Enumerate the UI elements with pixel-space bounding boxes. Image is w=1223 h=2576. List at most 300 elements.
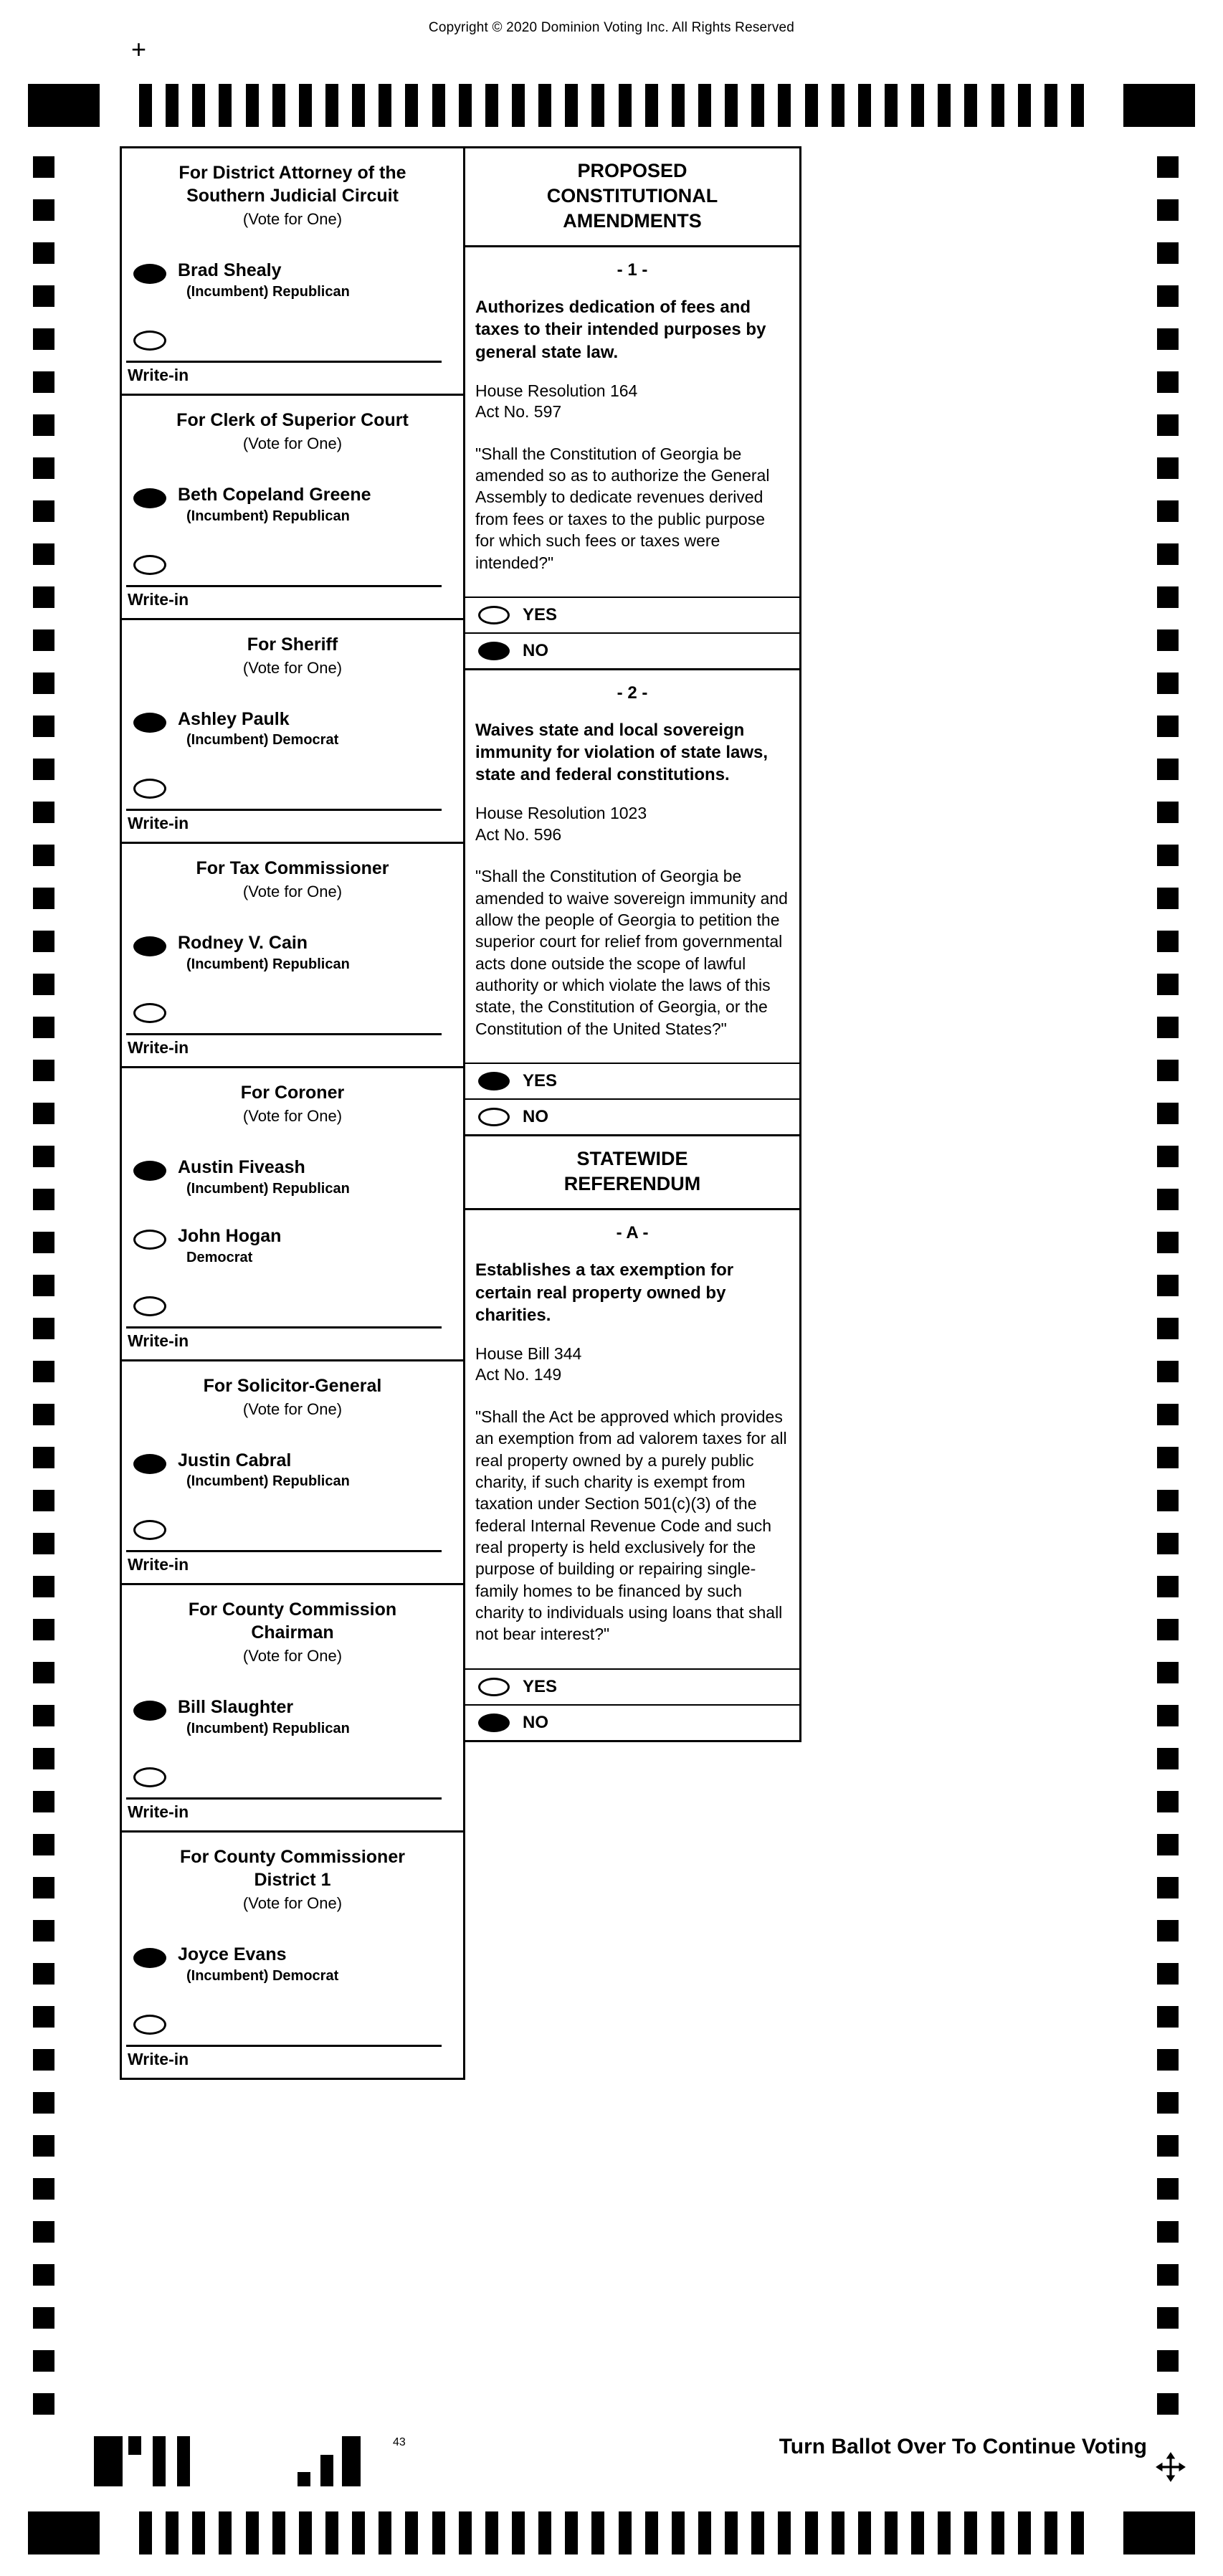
timing-mark-bar [885, 2511, 898, 2554]
measure-reference-line: Act No. 597 [475, 402, 562, 422]
registration-cross-icon [1154, 2451, 1187, 2487]
timing-mark-bar [219, 84, 232, 127]
write-in-oval[interactable] [133, 779, 166, 799]
timing-mark-square [33, 672, 54, 694]
turn-ballot-instruction: Turn Ballot Over To Continue Voting [779, 2435, 1147, 2458]
write-in-entry-line[interactable] [126, 1326, 442, 1329]
candidate-list [122, 1157, 463, 1266]
barcode-bar [128, 2436, 141, 2455]
contest-header [122, 620, 463, 678]
timing-mark-square [1157, 2135, 1179, 2157]
barcode-bar [177, 2436, 190, 2486]
contest-title: For County Commission Chairman [188, 1600, 397, 1643]
contest-instruction: (Vote for One) [242, 658, 343, 677]
timing-mark-square [33, 802, 54, 823]
timing-mark-square [33, 2350, 54, 2372]
timing-mark-bar [512, 84, 525, 127]
measure-number: - A - [616, 1223, 649, 1243]
candidate-text [178, 1697, 350, 1737]
contest-header [122, 844, 463, 901]
timing-mark-square [33, 2178, 54, 2200]
timing-mark-square [1157, 543, 1179, 565]
timing-mark-bar [858, 2511, 871, 2554]
vote-oval[interactable] [133, 1161, 166, 1181]
measure-summary: Establishes a tax exemption for certain real property owned by charities. [475, 1260, 734, 1325]
timing-mark-square [33, 1103, 54, 1124]
timing-mark-square [1157, 1490, 1179, 1511]
contest [120, 618, 465, 845]
timing-end-block [28, 84, 100, 127]
option-label: NO [523, 1107, 548, 1127]
timing-end-block [1123, 84, 1195, 127]
timing-mark-bar [698, 84, 711, 127]
timing-mark-square [1157, 1576, 1179, 1597]
timing-mark-bar [619, 84, 632, 127]
timing-mark-square [1157, 1232, 1179, 1253]
timing-mark-square [33, 888, 54, 909]
candidate-row[interactable] [133, 1450, 456, 1491]
timing-mark-bar [591, 84, 604, 127]
timing-mark-square [33, 500, 54, 522]
timing-mark-square [1157, 2264, 1179, 2286]
timing-mark-bar [619, 2511, 632, 2554]
timing-mark-bar [325, 84, 338, 127]
right-timing-column [1157, 156, 1179, 2415]
timing-mark-square [1157, 1103, 1179, 1124]
contest-header [122, 148, 463, 229]
write-in-entry-line[interactable] [126, 2045, 442, 2047]
write-in-area [122, 2015, 463, 2069]
vote-oval[interactable] [478, 1678, 510, 1696]
timing-mark-bar [885, 84, 898, 127]
candidate-row[interactable] [133, 1944, 456, 1985]
vote-oval[interactable] [478, 1072, 510, 1090]
timing-mark-bar [725, 2511, 738, 2554]
candidate-row[interactable] [133, 933, 456, 973]
vote-oval[interactable] [133, 1701, 166, 1721]
write-in-label: Write-in [128, 1802, 189, 1821]
timing-mark-square [33, 1361, 54, 1382]
measure-reference-line: House Bill 344 [475, 1344, 582, 1363]
contest-instruction: (Vote for One) [242, 1399, 343, 1418]
timing-end-block [1123, 2511, 1195, 2554]
timing-mark-square [1157, 1705, 1179, 1726]
write-in-area [122, 1767, 463, 1822]
timing-mark-square [33, 759, 54, 780]
measure-option[interactable] [465, 1098, 799, 1134]
write-in-oval[interactable] [133, 2015, 166, 2035]
section-header-text: STATEWIDE REFERENDUM [563, 1148, 701, 1195]
candidate-list [122, 709, 463, 749]
timing-mark-bar [565, 84, 578, 127]
timing-mark-square [33, 1662, 54, 1683]
timing-mark-square [33, 1060, 54, 1081]
contest [120, 1066, 465, 1361]
timing-mark-bar [698, 2511, 711, 2554]
measure-summary: Waives state and local sovereign immunity for violation of state laws, state and federal constitutions. [475, 720, 768, 785]
barcode-bar [298, 2472, 310, 2486]
candidate-row[interactable] [133, 1697, 456, 1737]
registration-plus-mark: + [131, 34, 147, 64]
write-in-label: Write-in [128, 1331, 189, 1350]
timing-mark-bar [778, 84, 791, 127]
candidate-name: Justin Cabral [178, 1450, 292, 1470]
write-in-entry-line[interactable] [126, 585, 442, 587]
vote-oval[interactable] [478, 1714, 510, 1732]
timing-mark-square [33, 1017, 54, 1038]
timing-bars [139, 2511, 1084, 2554]
write-in-label: Write-in [128, 589, 189, 609]
contest-instruction: (Vote for One) [242, 1894, 343, 1912]
measure-reference-line: Act No. 149 [475, 1365, 562, 1384]
timing-mark-bar [991, 2511, 1004, 2554]
contest-instruction: (Vote for One) [242, 1647, 343, 1665]
vote-oval[interactable] [133, 264, 166, 284]
top-timing-band [28, 84, 1195, 127]
timing-mark-bar [379, 2511, 391, 2554]
ballot-measure [463, 1208, 801, 1741]
candidate-row[interactable] [133, 260, 456, 300]
timing-mark-bar [1018, 84, 1031, 127]
timing-mark-bar [166, 2511, 179, 2554]
timing-mark-square [33, 1619, 54, 1640]
timing-mark-bar [911, 2511, 924, 2554]
write-in-area [122, 1296, 463, 1351]
timing-mark-bar [139, 84, 152, 127]
timing-mark-square [1157, 2221, 1179, 2243]
timing-mark-bar [139, 2511, 152, 2554]
candidate-party: (Incumbent) Republican [186, 283, 350, 300]
measure-option[interactable] [465, 1668, 799, 1704]
measure-question: "Shall the Constitution of Georgia be amended to waive sovereign immunity and allow the people of Georgia to petition the superior court for relief from governmental acts done outside the scope of lawful authority or which violate the laws of this state, the Constitution of Georgia, or the Constitution of the United States?" [475, 867, 788, 1038]
measures-column [463, 146, 801, 1742]
timing-mark-bar [192, 84, 205, 127]
timing-mark-square [33, 1447, 54, 1468]
timing-mark-square [33, 845, 54, 866]
measure-option[interactable] [465, 597, 799, 632]
candidate-text [178, 485, 371, 525]
candidate-list [122, 1697, 463, 1737]
timing-mark-square [1157, 759, 1179, 780]
timing-mark-square [33, 974, 54, 995]
timing-mark-square [33, 371, 54, 393]
timing-mark-bar [432, 84, 445, 127]
write-in-entry-line[interactable] [126, 361, 442, 363]
contest [120, 842, 465, 1068]
timing-mark-square [1157, 1447, 1179, 1468]
measure-option[interactable] [465, 1704, 799, 1740]
timing-mark-bar [485, 84, 498, 127]
timing-mark-bar [459, 84, 472, 127]
measure-options [465, 597, 799, 668]
timing-mark-square [1157, 1361, 1179, 1382]
timing-mark-bar [1071, 2511, 1084, 2554]
contest-header [122, 1361, 463, 1419]
measure-question: "Shall the Constitution of Georgia be amended so as to authorize the General Assembly to dedicate revenues derived from fees or taxes to the public purpose for which such fees or taxes were intended?" [475, 444, 770, 572]
candidate-name: Brad Shealy [178, 260, 282, 280]
timing-bars [139, 84, 1084, 127]
contest [120, 146, 465, 396]
timing-mark-square [1157, 888, 1179, 909]
timing-mark-square [1157, 716, 1179, 737]
option-label: NO [523, 640, 548, 660]
vote-oval[interactable] [478, 1108, 510, 1126]
measure-option[interactable] [465, 632, 799, 668]
measure-options [465, 1668, 799, 1740]
option-label: YES [523, 604, 558, 624]
vote-oval[interactable] [133, 1948, 166, 1968]
timing-mark-square [1157, 672, 1179, 694]
timing-mark-square [1157, 802, 1179, 823]
timing-mark-square [1157, 2092, 1179, 2114]
contest-title: For Solicitor-General [203, 1375, 382, 1396]
timing-mark-bar [645, 84, 658, 127]
timing-mark-square [1157, 2350, 1179, 2372]
timing-mark-square [33, 2092, 54, 2114]
timing-mark-bar [512, 2511, 525, 2554]
measure-number: - 1 - [617, 260, 648, 280]
timing-mark-bar [725, 84, 738, 127]
vote-oval[interactable] [478, 606, 510, 624]
timing-mark-bar [405, 84, 418, 127]
timing-mark-square [1157, 500, 1179, 522]
ballot-measure [463, 668, 801, 1136]
candidate-text [178, 1450, 350, 1491]
candidate-text [178, 1226, 281, 1266]
timing-mark-square [33, 543, 54, 565]
timing-mark-square [1157, 1017, 1179, 1038]
timing-mark-square [1157, 1963, 1179, 1985]
timing-mark-bar [299, 84, 312, 127]
timing-mark-square [1157, 2307, 1179, 2329]
timing-mark-bar [832, 2511, 844, 2554]
timing-mark-square [33, 2307, 54, 2329]
timing-mark-square [33, 1705, 54, 1726]
contest [120, 1830, 465, 2080]
candidate-text [178, 709, 338, 749]
timing-mark-square [1157, 1404, 1179, 1425]
barcode-bar [94, 2436, 123, 2486]
timing-mark-square [33, 199, 54, 221]
contest-instruction: (Vote for One) [242, 1107, 343, 1125]
contest [120, 1359, 465, 1586]
vote-oval[interactable] [133, 1230, 166, 1250]
candidate-row[interactable] [133, 1157, 456, 1197]
section-header [463, 146, 801, 247]
timing-mark-square [1157, 845, 1179, 866]
timing-mark-bar [938, 84, 951, 127]
timing-mark-bar [246, 84, 259, 127]
contest-title: For Sheriff [247, 634, 338, 655]
timing-mark-bar [1071, 84, 1084, 127]
timing-mark-square [33, 1834, 54, 1855]
measure-reference [475, 1344, 788, 1386]
timing-mark-square [33, 457, 54, 479]
candidate-name: Rodney V. Cain [178, 933, 308, 954]
timing-mark-bar [751, 84, 764, 127]
timing-mark-bar [964, 84, 977, 127]
measure-reference [475, 381, 788, 423]
candidate-list [122, 933, 463, 973]
timing-mark-bar [166, 84, 179, 127]
timing-mark-square [1157, 414, 1179, 436]
timing-mark-square [33, 2393, 54, 2415]
candidate-text [178, 260, 350, 300]
timing-mark-square [33, 328, 54, 350]
option-label: YES [523, 1071, 558, 1091]
timing-mark-bar [672, 84, 685, 127]
candidate-list [122, 485, 463, 525]
timing-mark-bar [246, 2511, 259, 2554]
candidate-party: (Incumbent) Democrat [186, 732, 339, 748]
timing-mark-square [1157, 2006, 1179, 2028]
timing-mark-square [33, 1748, 54, 1769]
candidate-list [122, 260, 463, 300]
contest-header [122, 1833, 463, 1913]
timing-mark-bar [565, 2511, 578, 2554]
timing-mark-square [1157, 1533, 1179, 1554]
timing-mark-square [33, 931, 54, 952]
write-in-label: Write-in [128, 2049, 189, 2068]
write-in-oval[interactable] [133, 331, 166, 351]
write-in-oval[interactable] [133, 1520, 166, 1540]
measure-option[interactable] [465, 1063, 799, 1098]
candidate-name: Ashley Paulk [178, 708, 290, 729]
write-in-area [122, 331, 463, 385]
timing-mark-square [33, 1404, 54, 1425]
timing-mark-square [1157, 156, 1179, 178]
candidate-text [178, 1157, 350, 1197]
vote-oval[interactable] [133, 713, 166, 733]
candidate-text [178, 933, 350, 973]
timing-mark-square [33, 1791, 54, 1812]
timing-mark-square [33, 2221, 54, 2243]
write-in-oval[interactable] [133, 555, 166, 575]
timing-mark-square [1157, 1318, 1179, 1339]
timing-mark-bar [192, 2511, 205, 2554]
write-in-entry-line[interactable] [126, 809, 442, 811]
measure-reference-line: House Resolution 1023 [475, 804, 647, 823]
timing-mark-square [33, 1576, 54, 1597]
timing-mark-square [1157, 931, 1179, 952]
timing-mark-square [33, 1275, 54, 1296]
timing-mark-bar [405, 2511, 418, 2554]
write-in-entry-line[interactable] [126, 1797, 442, 1800]
write-in-entry-line[interactable] [126, 1550, 442, 1552]
ballot-barcode [94, 2436, 361, 2486]
contest-title: For Tax Commissioner [196, 858, 389, 879]
candidate-list [122, 1450, 463, 1491]
timing-mark-square [1157, 586, 1179, 608]
candidate-row[interactable] [133, 709, 456, 749]
contest [120, 394, 465, 620]
contest-header [122, 1585, 463, 1665]
timing-mark-square [33, 2049, 54, 2071]
write-in-entry-line[interactable] [126, 1033, 442, 1035]
measure-reference-line: Act No. 596 [475, 824, 562, 844]
measure-summary: Authorizes dedication of fees and taxes to their intended purposes by general state law. [475, 298, 766, 362]
timing-mark-square [1157, 1275, 1179, 1296]
contest-header [122, 396, 463, 453]
timing-mark-square [1157, 1748, 1179, 1769]
contest-instruction: (Vote for One) [242, 210, 343, 228]
timing-mark-square [1157, 199, 1179, 221]
timing-mark-bar [432, 2511, 445, 2554]
timing-end-block [28, 2511, 100, 2554]
timing-mark-square [1157, 2049, 1179, 2071]
timing-mark-bar [1044, 2511, 1057, 2554]
candidate-text [178, 1944, 338, 1985]
timing-mark-square [33, 1232, 54, 1253]
vote-oval[interactable] [133, 488, 166, 508]
left-timing-column [33, 156, 54, 2415]
write-in-oval[interactable] [133, 1003, 166, 1023]
timing-mark-square [1157, 457, 1179, 479]
timing-mark-square [33, 1963, 54, 1985]
timing-mark-bar [272, 2511, 285, 2554]
contest-title: For District Attorney of the Southern Judicial Circuit [179, 163, 406, 206]
write-in-area [122, 1003, 463, 1058]
candidate-name: Austin Fiveash [178, 1157, 305, 1177]
write-in-area [122, 555, 463, 609]
timing-mark-bar [591, 2511, 604, 2554]
copyright-notice: Copyright © 2020 Dominion Voting Inc. All Rights Reserved [428, 20, 795, 35]
measure-number: - 2 - [617, 683, 648, 703]
measure-reference-line: House Resolution 164 [475, 381, 638, 400]
timing-mark-bar [832, 84, 844, 127]
timing-mark-square [1157, 1920, 1179, 1941]
timing-mark-bar [964, 2511, 977, 2554]
vote-oval[interactable] [133, 936, 166, 956]
candidate-party: (Incumbent) Republican [186, 1180, 350, 1197]
timing-mark-square [33, 156, 54, 178]
barcode-bar [153, 2436, 166, 2486]
timing-mark-square [1157, 285, 1179, 307]
write-in-oval[interactable] [133, 1767, 166, 1787]
timing-mark-bar [538, 84, 551, 127]
write-in-label: Write-in [128, 814, 189, 833]
section-header [463, 1134, 801, 1210]
timing-mark-square [1157, 2393, 1179, 2415]
timing-mark-bar [272, 84, 285, 127]
contest-title: For Coroner [240, 1083, 345, 1103]
timing-mark-square [33, 1877, 54, 1898]
contest [120, 1583, 465, 1833]
timing-mark-square [33, 242, 54, 264]
timing-mark-square [1157, 1834, 1179, 1855]
timing-mark-square [1157, 1662, 1179, 1683]
vote-oval[interactable] [478, 642, 510, 660]
candidate-row[interactable] [133, 485, 456, 525]
timing-mark-square [33, 2006, 54, 2028]
timing-mark-square [1157, 2178, 1179, 2200]
candidate-row[interactable] [133, 1226, 456, 1266]
timing-mark-square [1157, 974, 1179, 995]
timing-mark-bar [1044, 84, 1057, 127]
timing-mark-bar [379, 84, 391, 127]
timing-mark-square [1157, 1791, 1179, 1812]
timing-mark-bar [219, 2511, 232, 2554]
measure-question: "Shall the Act be approved which provides an exemption from ad valorem taxes for all real property owned by a purely public charity, if such charity is exempt from taxation under Section 501(c)(3) of the federal Internal Revenue Code and such real property is held exclusively for the purpose of building or repairing single-family homes to be financed by such charity to individuals using loans that shall not bear interest?" [475, 1407, 787, 1644]
ballot-body [120, 146, 801, 2080]
write-in-oval[interactable] [133, 1296, 166, 1316]
timing-mark-square [33, 285, 54, 307]
timing-mark-square [33, 716, 54, 737]
measure-options [465, 1063, 799, 1134]
vote-oval[interactable] [133, 1454, 166, 1474]
candidate-list [122, 1944, 463, 1985]
timing-mark-bar [991, 84, 1004, 127]
